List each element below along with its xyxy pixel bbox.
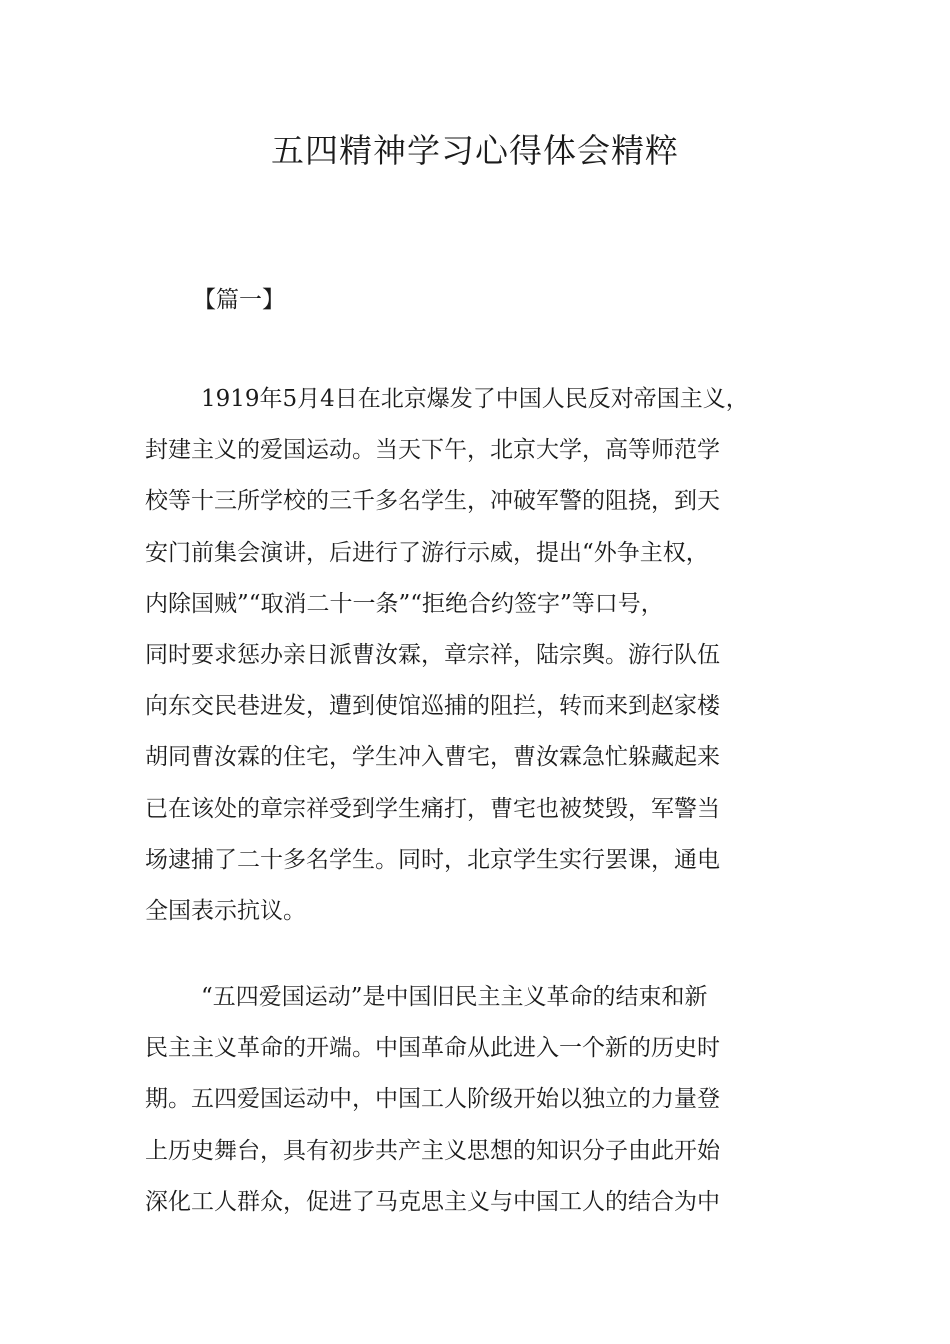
section-label: 【篇一】 [193, 287, 285, 313]
paragraph-1: 1919年5月4日在北京爆发了中国人民反对帝国主义， 封建主义的爱国运动。当天下午，北京大学，高等师范学 校等十三所学校的三千多名学生，冲破军警的阻挠，到天 安门前集会演讲，后进行了游行示威，提出“外争主权， 内除国贼”“取消二十一条”“拒绝合约签字”等口号， 同时要求惩办亲日派曹汝霖，章宗祥，陆宗舆。游行队伍 向东交民巷进发，遭到使馆巡捕的阻拦，转而来到赵家楼 胡同曹汝霖的住宅，学生冲入曹宅，曹汝霖急忙躲藏起来 已在该处的章宗祥受到学生痛打，曹宅也被焚毁，军警当 场逮捕了二十多名学生。同时，北京学生实行罢课，通电 全国表示抗议。 [145, 386, 749, 925]
document-title: 五四精神学习心得体会精粹 [271, 131, 679, 170]
paragraph-2: “五四爱国运动”是中国旧民主主义革命的结束和新 民主主义革命的开端。中国革命从此进入一个新的历史时 期。五四爱国运动中，中国工人阶级开始以独立的力量登 上历史舞台，具有初步共产主义思想的知识分子由此开始 深化工人群众，促进了马克思主义与中国工人的结合为中 [145, 984, 720, 1215]
